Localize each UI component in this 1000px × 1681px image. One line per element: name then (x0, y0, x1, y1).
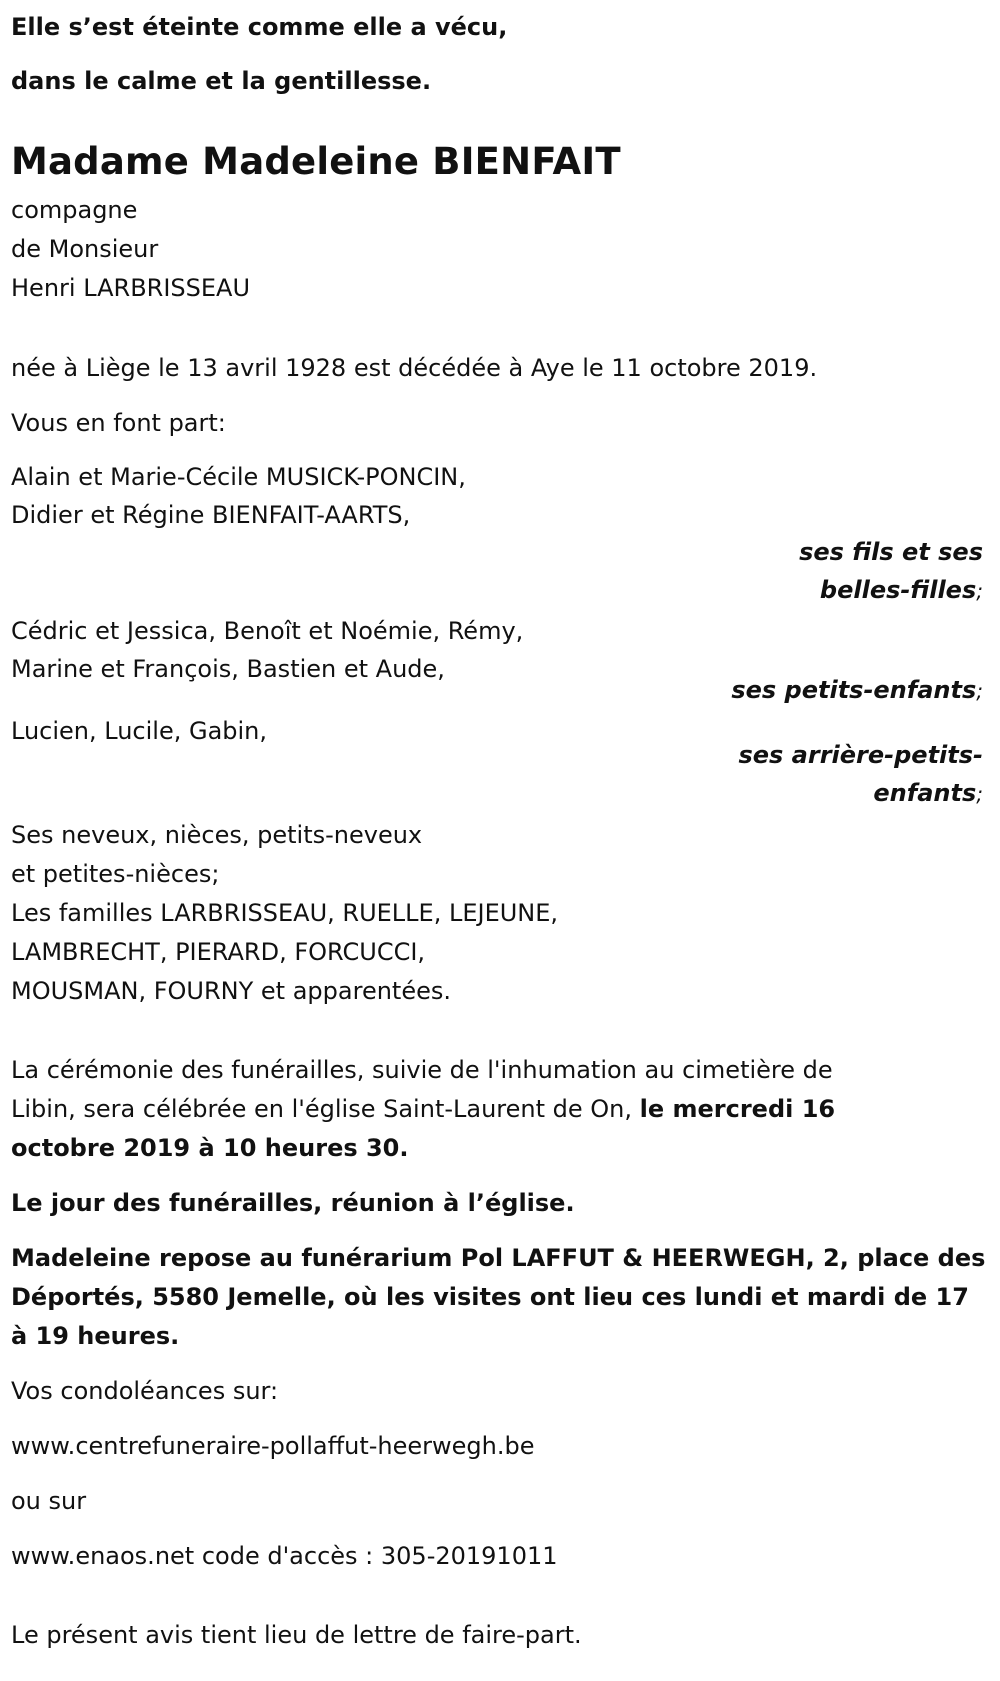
ceremony-line-1: La cérémonie des funérailles, suivie de l'inhumation au cimetière de (11, 1056, 833, 1084)
children-line-1: Alain et Marie-Cécile MUSICK-PONCIN, (11, 463, 466, 491)
extended-family-line-5: MOUSMAN, FOURNY et apparentées. (11, 977, 451, 1005)
children-role-line-2 (820, 575, 983, 606)
closing-line: Le présent avis tient lieu de lettre de faire-part. (11, 1621, 582, 1649)
ceremony-location: Libin, sera célébrée en l'église Saint-Laurent de On, (11, 1095, 640, 1123)
condolences-site-1: www.centrefuneraire-pollaffut-heerwegh.be (11, 1432, 535, 1460)
children-line-2: Didier et Régine BIENFAIT-AARTS, (11, 501, 411, 529)
ceremony-date-start: le mercredi 16 (639, 1095, 836, 1123)
great-grandchildren-role-line-2 (873, 778, 983, 809)
children-role-text: belles-filles (819, 576, 977, 604)
announce-line: Vous en font part: (11, 409, 226, 437)
condolences-label: Vos condoléances sur: (11, 1377, 279, 1405)
extended-family-line-4: LAMBRECHT, PIERARD, FORCUCCI, (11, 938, 426, 966)
grandchildren-role-punct: ; (976, 679, 983, 703)
deceased-name: Madame Madeleine BIENFAIT (11, 140, 621, 183)
extended-family-line-1: Ses neveux, nièces, petits-neveux (11, 821, 423, 849)
grandchildren-line-1: Cédric et Jessica, Benoît et Noémie, Rémy, (11, 617, 524, 645)
children-role-line-1: ses fils et ses (799, 538, 983, 566)
great-grandchildren-role-text: enfants (873, 779, 977, 807)
ceremony-line-2 (11, 1094, 835, 1124)
children-role-punct: ; (976, 579, 983, 603)
extended-family-line-2: et petites-nièces; (11, 860, 220, 888)
condolences-or: ou sur (11, 1487, 87, 1515)
intro-line-1: Elle s’est éteinte comme elle a vécu, (11, 13, 508, 41)
condolences-site-2: www.enaos.net code d'accès : 305-20191011 (11, 1542, 558, 1570)
grandchildren-role (731, 675, 983, 706)
ceremony-line-3: octobre 2019 à 10 heures 30. (11, 1134, 409, 1162)
grandchildren-line-2: Marine et François, Bastien et Aude, (11, 655, 445, 683)
extended-family-line-3: Les familles LARBRISSEAU, RUELLE, LEJEUNE, (11, 899, 559, 927)
visitation-line-2: Déportés, 5580 Jemelle, où les visites ont lieu ces lundi et mardi de 17 (11, 1283, 969, 1311)
relation-line-1: compagne (11, 196, 138, 224)
great-grandchildren-line: Lucien, Lucile, Gabin, (11, 717, 268, 745)
relation-line-2: de Monsieur (11, 235, 159, 263)
birth-death-line: née à Liège le 13 avril 1928 est décédée à Aye le 11 octobre 2019. (11, 354, 818, 382)
great-grandchildren-role-line-1: ses arrière-petits- (738, 741, 983, 769)
great-grandchildren-role-punct: ; (976, 782, 983, 806)
grandchildren-role-text: ses petits-enfants (731, 676, 977, 704)
intro-line-2: dans le calme et la gentillesse. (11, 67, 432, 95)
visitation-line-1: Madeleine repose au funérarium Pol LAFFUT & HEERWEGH, 2, place des (11, 1244, 986, 1272)
meeting-line: Le jour des funérailles, réunion à l’église. (11, 1189, 575, 1217)
visitation-line-3: à 19 heures. (11, 1322, 180, 1350)
partner-name: Henri LARBRISSEAU (11, 274, 251, 302)
